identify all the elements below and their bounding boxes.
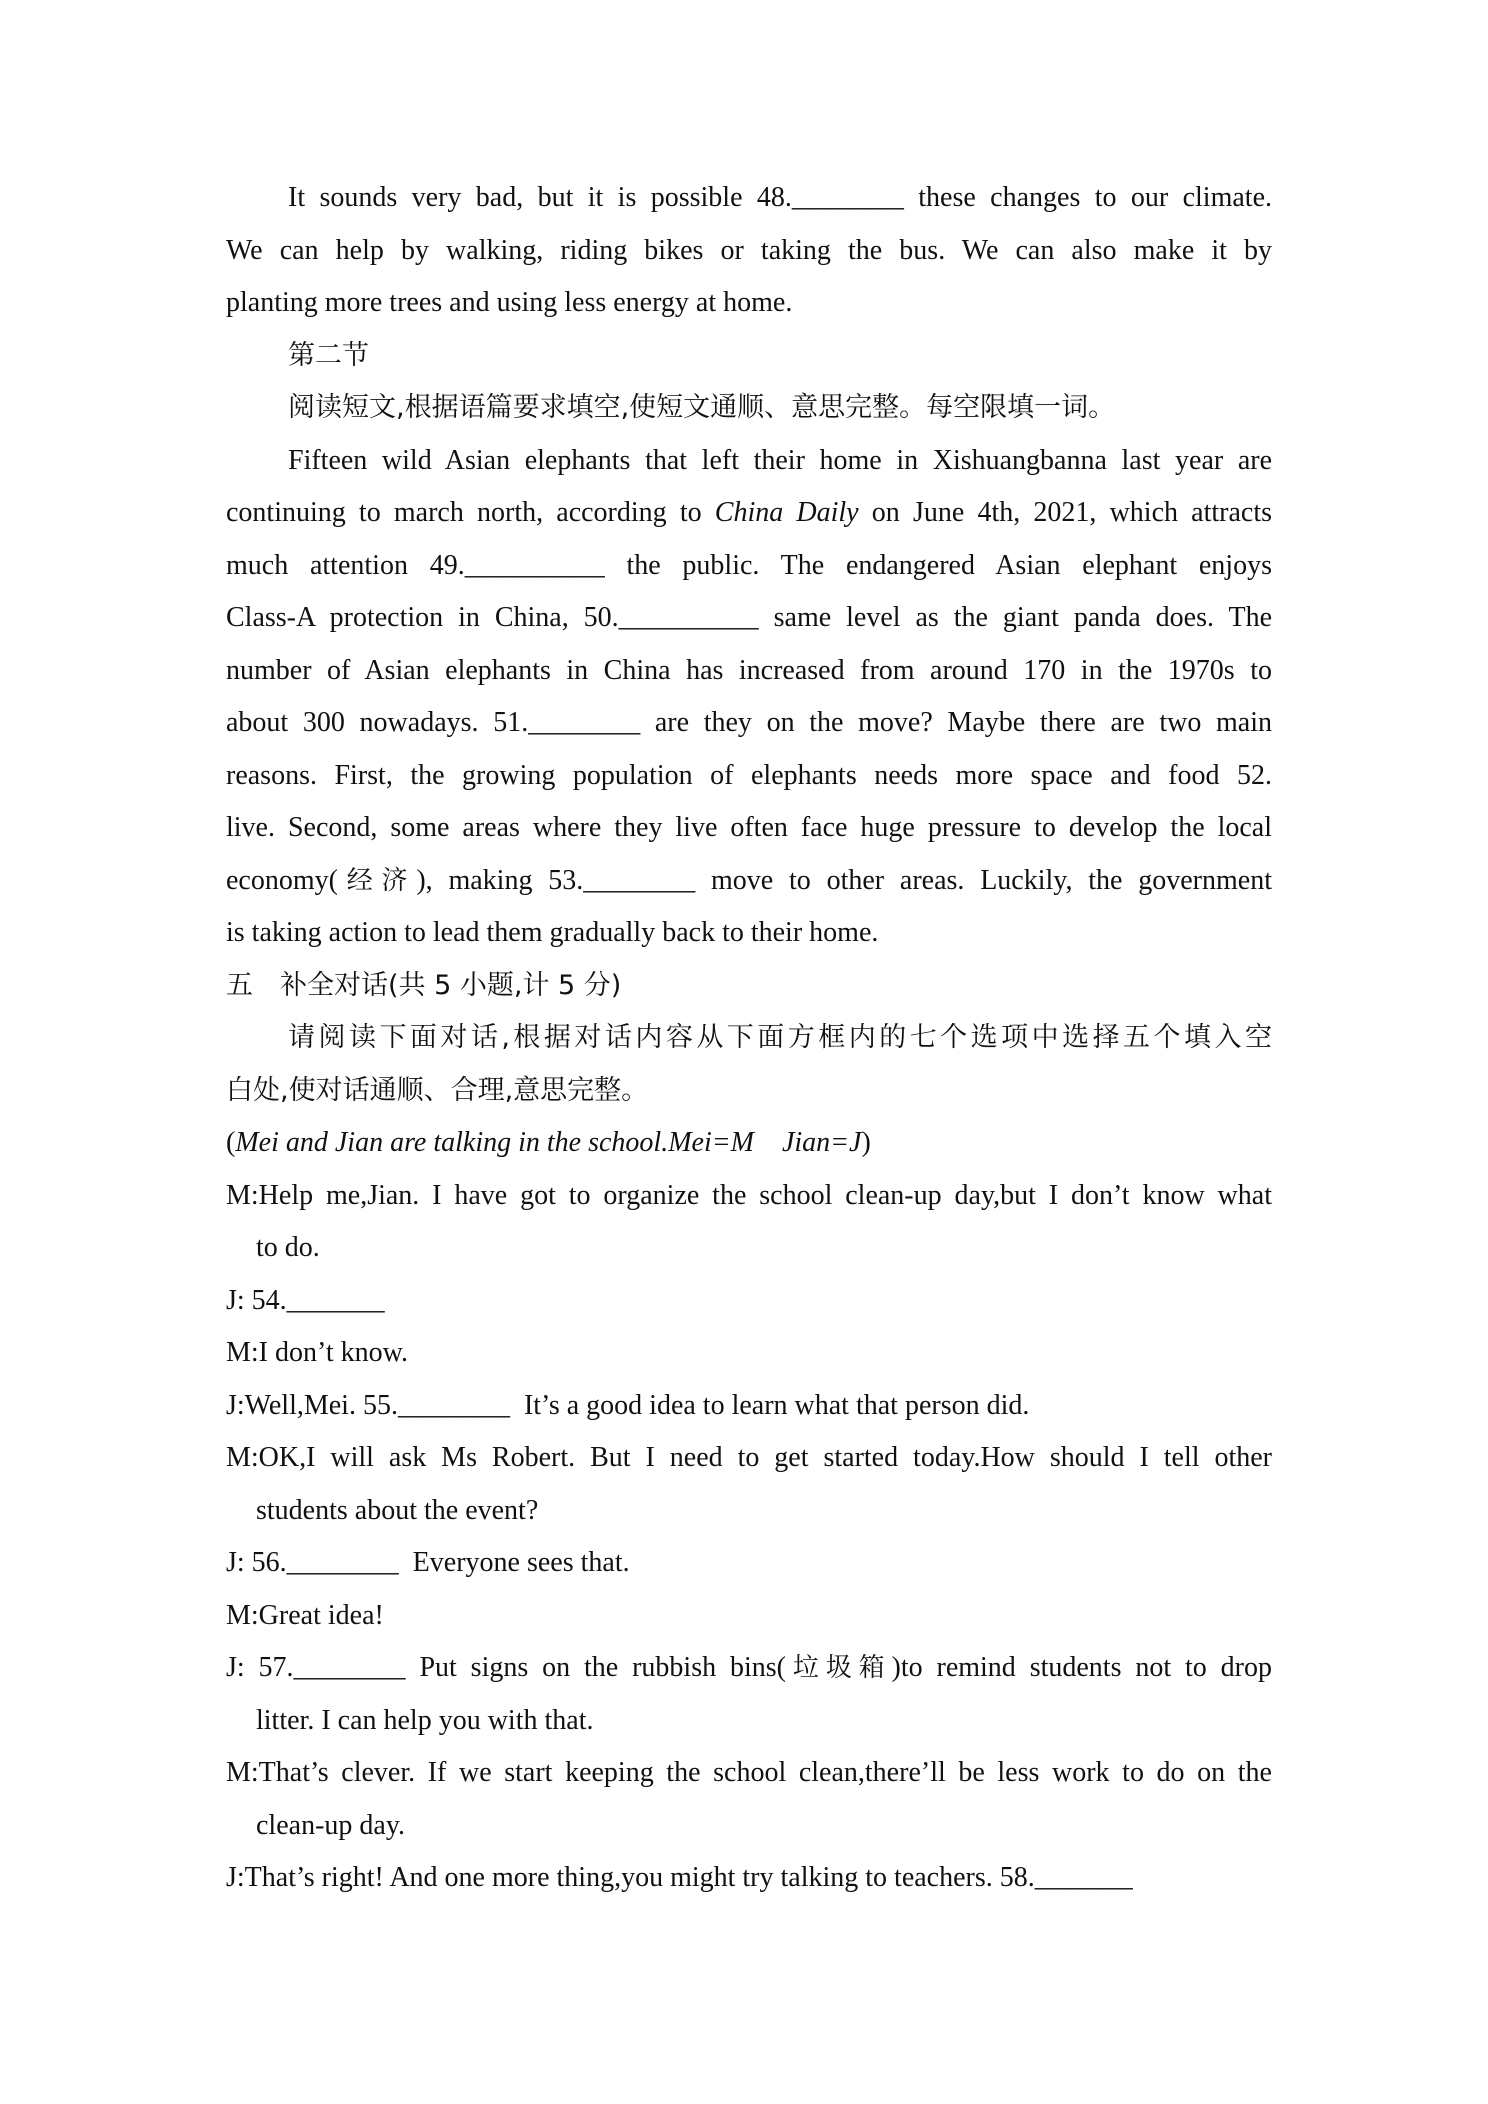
passage-b-line: is taking action to lead them gradually back to their home. xyxy=(226,917,879,948)
section-two-heading: 第二节 xyxy=(288,339,369,371)
dialogue-line: M:I don’t know. xyxy=(226,1337,408,1368)
passage-b-line: Class-A protection in China, 50.__________ same level as the giant panda does. The xyxy=(226,602,1272,633)
passage-a xyxy=(226,172,1272,330)
passage-b-line: reasons. First, the growing population of elephants needs more space and food 52. xyxy=(226,759,1272,791)
passage-b-line: number of Asian elephants in China has increased from around 170 in the 1970s to xyxy=(226,654,1272,686)
passage-b-text: continuing to march north, according to xyxy=(226,497,715,528)
dialogue-line: clean-up day. xyxy=(256,1809,405,1841)
exam-page xyxy=(226,172,1272,1905)
passage-a-line: planting more trees and using less energy at home. xyxy=(226,287,793,318)
passage-b-line: much attention 49.__________ the public. The endangered Asian elephant enjoys xyxy=(226,549,1272,581)
dialogue-line: M:Great idea! xyxy=(226,1599,384,1631)
dialogue-line: M:Help me,Jian. I have got to organize the school clean-up day,but I don’t know what xyxy=(226,1179,1272,1211)
dialogue-line: to do. xyxy=(256,1232,320,1263)
dialogue-line: litter. I can help you with that. xyxy=(256,1704,594,1736)
passage-b-text: economy( xyxy=(226,864,338,896)
dialogue-line: J:That’s right! And one more thing,you might try talking to teachers. 58._______ xyxy=(226,1862,1133,1893)
passage-b-text: on June 4th, 2021, which attracts xyxy=(858,497,1272,528)
section-five-heading: 五 补全对话(共 5 小题,计 5 分) xyxy=(226,969,622,1001)
dialogue-line: students about the event? xyxy=(256,1494,539,1526)
passage-b-line: live. Second, some areas where they live often face huge pressure to develop the local xyxy=(226,812,1272,843)
passage-b-line: about 300 nowadays. 51.________ are they on the move? Maybe there are two main xyxy=(226,707,1272,738)
section-five-instruction: 白处,使对话通顺、合理,意思完整。 xyxy=(226,1074,649,1106)
dialogue-text: J: 57.________ Put signs on the rubbish bins( xyxy=(226,1652,786,1683)
stage-paren: ( xyxy=(226,1127,236,1158)
passage-b xyxy=(226,435,1272,960)
dialogue-line: J: 56.________ Everyone sees that. xyxy=(226,1547,630,1578)
dialogue-line: M:OK,I will ask Ms Robert. But I need to get started today.How should I tell other xyxy=(226,1442,1272,1473)
passage-b-gloss: 经济 xyxy=(337,865,417,896)
stage-text: Mei and Jian are talking in the school.Mei=M Jian=J xyxy=(235,1127,862,1158)
passage-b-line: Fifteen wild Asian elephants that left their home in Xishuangbanna last year are xyxy=(288,444,1272,476)
dialogue xyxy=(226,1170,1272,1905)
dialogue-line: J: 54._______ xyxy=(226,1284,385,1316)
passage-b-line xyxy=(226,855,1272,908)
passage-b-text: ), making 53.________ move to other areas. Luckily, the government xyxy=(416,864,1272,896)
dialogue-line: J:Well,Mei. 55.________ It’s a good idea to learn what that person did. xyxy=(226,1389,1030,1421)
passage-b-line xyxy=(226,487,1272,540)
source-title: China Daily xyxy=(714,497,859,528)
passage-a-line: It sounds very bad, but it is possible 48.________ these changes to our climate. xyxy=(288,182,1272,213)
dialogue-line: M:That’s clever. If we start keeping the school clean,there’ll be less work to do on the xyxy=(226,1757,1272,1788)
stage-direction xyxy=(226,1117,1272,1170)
dialogue-line xyxy=(226,1642,1272,1695)
dialogue-text: )to remind students not to drop xyxy=(891,1652,1272,1683)
stage-paren: ) xyxy=(861,1127,871,1158)
section-five-instruction: 请阅读下面对话,根据对话内容从下面方框内的七个选项中选择五个填入空 xyxy=(288,1022,1272,1053)
dialogue-gloss: 垃圾箱 xyxy=(785,1653,892,1683)
section-two-instruction: 阅读短文,根据语篇要求填空,使短文通顺、意思完整。每空限填一词。 xyxy=(288,392,1116,423)
passage-a-line: We can help by walking, riding bikes or taking the bus. We can also make it by xyxy=(226,234,1272,266)
